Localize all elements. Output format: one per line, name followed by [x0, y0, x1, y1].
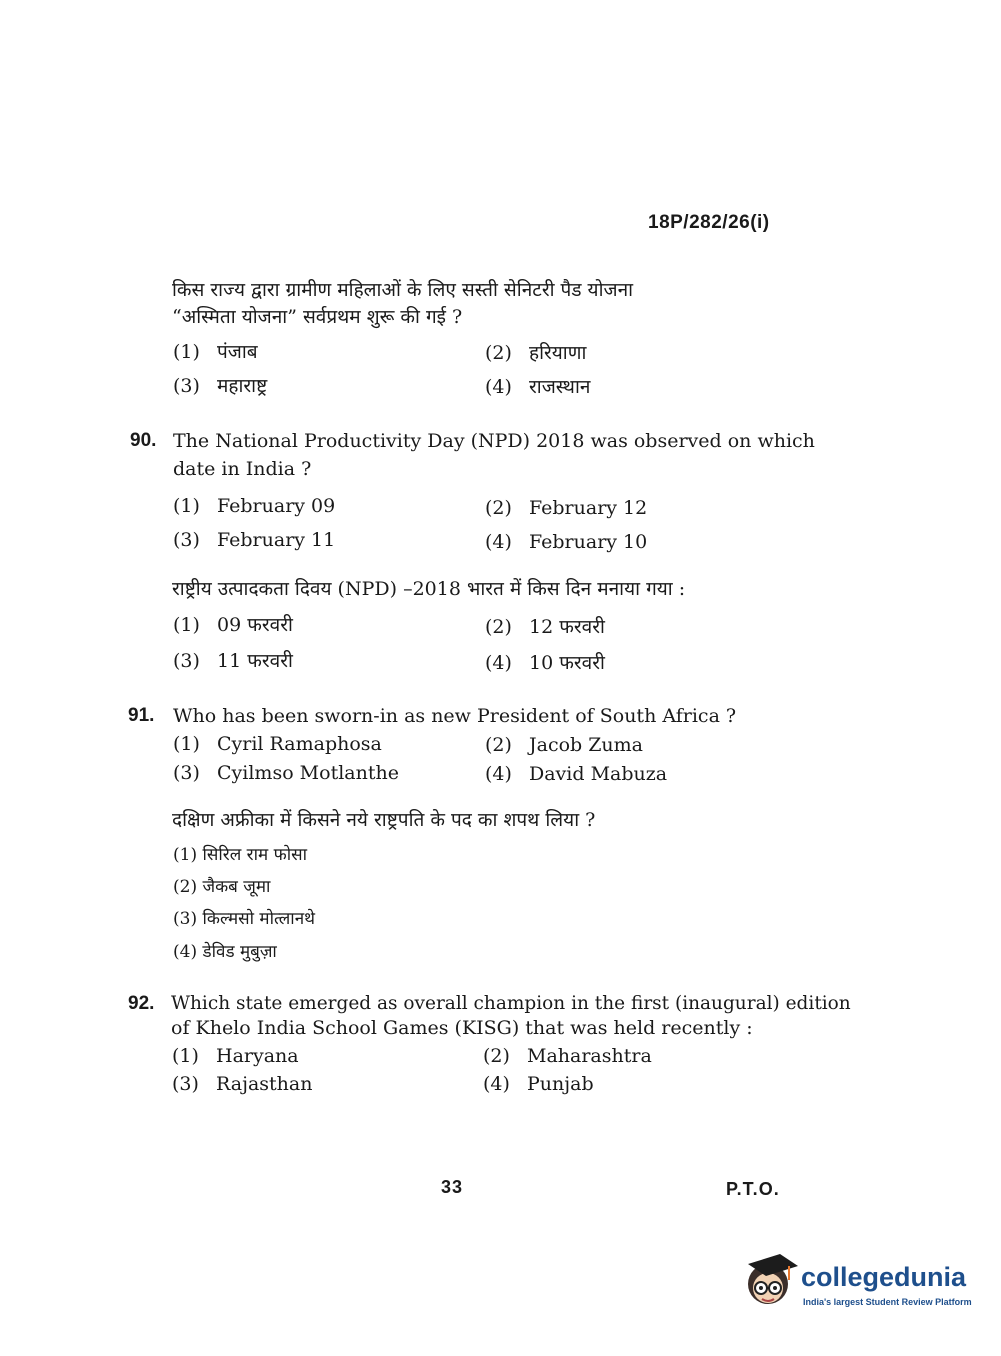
q90-line2: date in India ? [173, 458, 312, 480]
q91-option-3 [173, 760, 399, 786]
option-text: Punjab [527, 1073, 594, 1095]
q89-option-2 [485, 339, 586, 365]
option-number: (2) [485, 342, 512, 364]
q92-number: 92. [128, 993, 155, 1014]
option-number: (1) [172, 1045, 199, 1067]
option-text: 11 फरवरी [217, 650, 293, 672]
option-text: महाराष्ट्र [217, 375, 268, 397]
option-text: जैकब जूमा [202, 877, 271, 897]
option-text: पंजाब [217, 341, 258, 363]
pto-label: P.T.O. [726, 1179, 780, 1199]
option-number: (2) [483, 1045, 510, 1067]
q91-option-4 [485, 761, 667, 787]
q90-hindi-option-2 [485, 613, 605, 639]
option-text: Rajasthan [216, 1073, 313, 1095]
option-text: 09 फरवरी [217, 614, 293, 636]
q92-option-1 [172, 1043, 299, 1069]
option-text: 12 फरवरी [529, 616, 605, 638]
option-number: (2) [485, 497, 512, 519]
option-text: February 12 [529, 497, 648, 519]
option-number: (2) [485, 616, 512, 638]
q92-option-4 [483, 1071, 594, 1097]
q90-hindi-option-4 [485, 649, 605, 675]
option-number: (1) [173, 845, 198, 865]
option-text: Haryana [216, 1045, 299, 1067]
option-text: Maharashtra [527, 1045, 652, 1067]
option-text: February 11 [217, 529, 336, 551]
q90-hindi-question: राष्ट्रीय उत्पादकता दिवय (NPD) –2018 भारत में किस दिन मनाया गया : [172, 578, 686, 600]
q89-hindi-line1: किस राज्य द्वारा ग्रामीण महिलाओं के लिए सस्ती सेनिटरी पैड योजना [172, 279, 634, 301]
q91-number: 91. [128, 705, 155, 726]
q90-hindi-option-1 [173, 611, 293, 637]
option-text: Cyril Ramaphosa [217, 733, 382, 755]
q89-hindi-line2: “अस्मिता योजना” सर्वप्रथम शुरू की गई ? [172, 306, 463, 328]
option-text: Jacob Zuma [529, 734, 644, 756]
q89-option-4 [485, 373, 590, 399]
q92-option-2 [483, 1043, 652, 1069]
q92-line2: of Khelo India School Games (KISG) that was held recently : [171, 1017, 753, 1039]
option-number: (4) [485, 531, 512, 553]
option-text: David Mabuza [529, 763, 668, 785]
q91-hindi-option-2 [173, 874, 270, 897]
q90-option-1 [173, 493, 335, 519]
q90-option-4 [485, 529, 647, 555]
option-number: (3) [173, 909, 198, 929]
q91-hindi-option-3 [173, 906, 315, 929]
option-text: February 10 [529, 531, 648, 553]
option-text: सिरिल राम फोसा [202, 845, 308, 865]
paper-code: 18P/282/26(i) [648, 212, 770, 233]
option-number: (2) [173, 877, 198, 897]
q90-hindi-option-3 [173, 647, 293, 673]
option-number: (4) [483, 1073, 510, 1095]
q90-option-2 [485, 495, 647, 521]
page-number: 33 [441, 1177, 464, 1197]
q90-number: 90. [130, 430, 157, 451]
option-number: (3) [173, 762, 200, 784]
option-number: (1) [173, 614, 200, 636]
option-number: (4) [485, 763, 512, 785]
option-number: (1) [173, 733, 200, 755]
collegedunia-mascot-icon [740, 1250, 800, 1312]
option-number: (4) [173, 942, 198, 962]
option-text: डेविड मुबुज़ा [202, 942, 277, 962]
option-number: (1) [173, 495, 200, 517]
q89-option-3 [173, 372, 267, 398]
option-text: Cyilmso Motlanthe [217, 762, 399, 784]
option-text: February 09 [217, 495, 336, 517]
brand-tagline: India's largest Student Review Platform [803, 1297, 972, 1307]
option-text: किल्मसो मोत्लानथे [202, 909, 315, 929]
option-number: (2) [485, 734, 512, 756]
q89-option-1 [173, 338, 258, 364]
q90-line1: The National Productivity Day (NPD) 2018 was observed on which [173, 430, 815, 452]
brand-name: collegedunia [801, 1262, 967, 1292]
option-number: (4) [485, 652, 512, 674]
option-number: (3) [173, 375, 200, 397]
q92-option-3 [172, 1071, 312, 1097]
option-number: (3) [172, 1073, 199, 1095]
q91-hindi-question: दक्षिण अफ्रीका में किसने नये राष्ट्रपति के पद का शपथ लिया ? [172, 809, 596, 831]
q90-option-3 [173, 527, 335, 553]
option-number: (4) [485, 376, 512, 398]
option-text: राजस्थान [529, 376, 591, 398]
option-text: 10 फरवरी [529, 652, 605, 674]
option-number: (3) [173, 529, 200, 551]
option-number: (3) [173, 650, 200, 672]
option-number: (1) [173, 341, 200, 363]
option-text: हरियाणा [529, 342, 587, 364]
q91-option-1 [173, 731, 382, 757]
q91-option-2 [485, 732, 643, 758]
q91-question: Who has been sworn-in as new President of South Africa ? [173, 705, 737, 727]
q92-line1: Which state emerged as overall champion in the first (inaugural) edition [171, 993, 851, 1014]
q91-hindi-option-4 [173, 939, 277, 962]
q91-hindi-option-1 [173, 842, 307, 865]
